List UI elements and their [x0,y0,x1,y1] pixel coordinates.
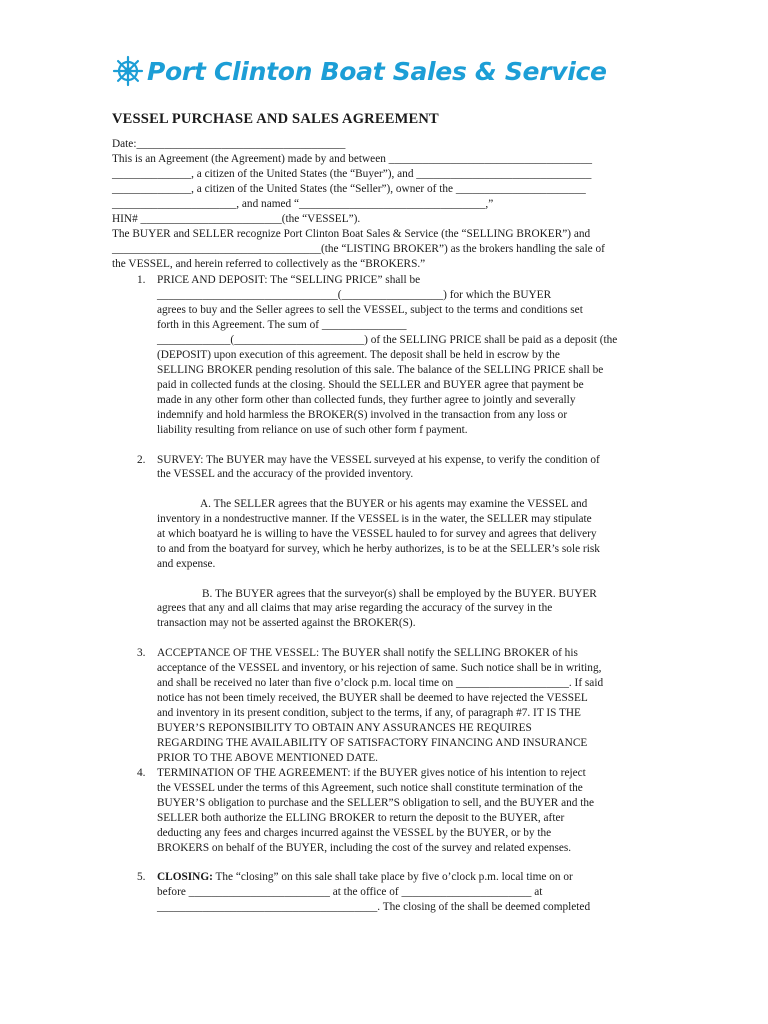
section-line: SURVEY: The BUYER may have the VESSEL surveyed at his expense, to verify the condition of [157,454,600,466]
closing-heading: CLOSING: [157,871,213,883]
section-line: BROKERS on behalf of the BUYER, including the cost of the survey and related expenses. [157,842,572,854]
intro-line: The BUYER and SELLER recognize Port Clinton Boat Sales & Service (the “SELLING BROKER”) and [112,228,591,240]
section-number: 5. [137,871,146,883]
section-line: BUYER’S obligation to purchase and the SELLER”S obligation to sell, and the BUYER and the [157,797,595,809]
section-line: _____________(_______________________) of the SELLING PRICE shall be paid as a deposit (the [157,334,618,346]
section-line: the VESSEL under the terms of this Agreement, such notice shall constitute termination of the [157,782,583,794]
subsection-line: to and from the boatyard for survey, which he herby authorizes, is to be at the SELLER’s sole risk [157,543,600,555]
subsection-line: inventory in a nondestructive manner. If the VESSEL is in the water, the SELLER may stipulate [157,513,592,525]
section-line: deducting any fees and charges incurred against the VESSEL by the BUYER, or by the [157,827,552,839]
section-line: acceptance of the VESSEL and inventory, or his rejection of same. Such notice shall be in writing, [157,662,602,674]
subsection-line: at which boatyard he is willing to have the VESSEL hauled to for survey and agrees that delivery [157,528,597,540]
section-line: agrees to buy and the Seller agrees to sell the VESSEL, subject to the terms and conditions set [157,304,583,316]
section-line: and shall be received no later than five o’clock p.m. local time on ____________________. If said [157,677,604,689]
section-line: notice has not been timely received, the BUYER shall be deemed to have rejected the VESSEL [157,692,588,704]
intro-line: This is an Agreement (the Agreement) made by and between ____________________________________ [112,153,593,165]
section-line: before _________________________ at the office of _______________________ at [157,886,543,898]
section-line [157,870,573,885]
section-line: SELLER both authorize the ELLING BROKER to return the deposit to the BUYER, after [157,812,565,824]
intro-line: ______________________, and named “_________________________________,” [112,198,494,210]
intro-line: the VESSEL, and herein referred to collectively as the “BROKERS.” [112,258,426,270]
page-title: VESSEL PURCHASE AND SALES AGREEMENT [112,111,439,127]
section-line: indemnify and hold harmless the BROKER(S) involved in the transaction from any loss or [157,409,568,421]
section-line: _______________________________________. The closing of the shall be deemed completed [157,901,591,913]
section-line: the VESSEL and the accuracy of the provided inventory. [157,468,414,480]
section-line: BUYER’S REPONSIBILITY TO OBTAIN ANY ASSURANCES HE REQUIRES [157,722,532,734]
section-line: ________________________________(__________________) for which the BUYER [157,289,552,301]
section-number: 3. [137,647,146,659]
closing-text: The “closing” on this sale shall take place by five o’clock p.m. local time on or [212,871,573,883]
section-line: ACCEPTANCE OF THE VESSEL: The BUYER shall notify the SELLING BROKER of his [157,647,578,659]
section-number: 2. [137,454,146,466]
section-line: paid in collected funds at the closing. Should the SELLER and BUYER agree that payment be [157,379,584,391]
section-line: forth in this Agreement. The sum of _______________ [157,319,407,331]
intro-line: ______________, a citizen of the United States (the “Seller”), owner of the _______________________ [112,183,586,195]
section-line: liability resulting from reliance on use of such other form f payment. [157,424,468,436]
intro-line: Date:_____________________________________ [112,138,346,150]
subsection-line: A. The SELLER agrees that the BUYER or his agents may examine the VESSEL and [200,498,588,510]
letterhead [112,50,607,92]
section-line: REGARDING THE AVAILABILITY OF SATISFACTORY FINANCING AND INSURANCE [157,737,588,749]
intro-line: _____________________________________(the “LISTING BROKER”) as the brokers handling the sale of [112,243,605,255]
section-line: PRIOR TO THE ABOVE MENTIONED DATE. [157,752,378,764]
subsection-line: agrees that any and all claims that may arise regarding the accuracy of the survey in the [157,602,553,614]
section-line: SELLING BROKER pending resolution of this sale. The balance of the SELLING PRICE shall be [157,364,604,376]
section-line: PRICE AND DEPOSIT: The “SELLING PRICE” shall be [157,274,421,286]
company-name: Port Clinton Boat Sales & Service [147,56,607,86]
intro-line: HIN# _________________________(the “VESSEL”). [112,213,361,225]
section-line: made in any other form other than collected funds, they further agree to jointly and severally [157,394,576,406]
section-number: 1. [137,274,146,286]
subsection-line: B. The BUYER agrees that the surveyor(s) shall be employed by the BUYER. BUYER [202,588,597,600]
section-line: TERMINATION OF THE AGREEMENT: if the BUYER gives notice of his intention to reject [157,767,586,779]
subsection-line: transaction may not be asserted against the BROKER(S). [157,617,416,629]
ship-wheel-icon [112,55,144,87]
section-line: and inventory in its present condition, subject to the terms, if any, of paragraph #7. IT IS THE [157,707,581,719]
section-number: 4. [137,767,146,779]
section-line: (DEPOSIT) upon execution of this agreement. The deposit shall be held in escrow by the [157,349,560,361]
intro-line: ______________, a citizen of the United States (the “Buyer”), and _______________________________ [112,168,592,180]
subsection-line: and expense. [157,558,216,570]
